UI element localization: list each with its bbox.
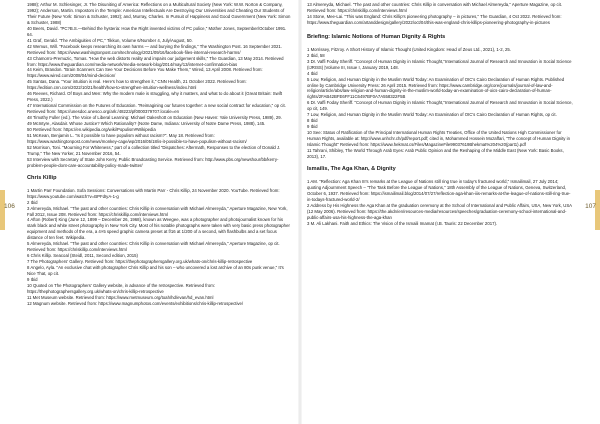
endnote: 3 M. Ali Lakhani. Faith and Ethics: The Vision of the Ismaili Imamat (I.B. Tauris: 22 December 2017). xyxy=(307,220,498,226)
endnote: 11 Met Museum website. Retrieved from: https://www.metmuseum.org/toah/hd/evan/hd_evan.html xyxy=(27,294,214,300)
left-notes-top xyxy=(27,2,293,169)
endnote: 49 McIntyre, Alasdair. Whose Justice? Which Rationality? (Notre Dame, Indiana: University of Notre Dame Press, 1988), 145. xyxy=(27,121,266,127)
section-heading-islamic-notions: Briefing: Islamic Notions of Human Dignity & Rights xyxy=(307,33,446,40)
endnote: 7 The Photographers' Gallery. Retrieved from: https://thephotographersgallery.org.uk/whats-on/chris-killip-retrospective xyxy=(27,259,253,265)
endnote: 41 Graf, Gerald. "The Ambiguities of PC," Tikkun, Volume 6/Number 4, July/August, 50. xyxy=(27,37,193,43)
endnote: 5 Almereyda, Michael. "The past and other countries: Chris Killip in conversation with Michael Almereyda," Aperture Magazine, op cit. Retrieved from: https://chriskillip.com/interviews.html xyxy=(27,241,280,253)
endnote: 3 Almereyda, Michael. "The past and other countries: Chris Killip in conversation with Michael Almereyda," Aperture Magazine, New York, Fall 2012, Issue 208. Retrieved from: https://chriskillip.com/interviews.html xyxy=(27,205,288,217)
endnote: 6 Dr. Vaffi Foday Sheriff. "Concept of Human Dignity in Islamic Thought,"International Journal of Research and Innovation in Social Science, op cit, 149. xyxy=(307,100,573,112)
endnote: 44 Keim, Brandon. "Brain Scanners Can See Your Decisions Before You Make Them," Wired, 13 April 2008. Retrieved from: https://www.wired.com/2008/04/mind-decision/ xyxy=(27,67,263,79)
endnote: 52 Morrison, Toni. "Mourning For Whiteness," part of a collection titled "Dispatches: Aftermath, Responses to the election of Donald J. Trump," The New Yorker, 21 November 2016, 54. xyxy=(27,144,281,156)
endnote: 1 Martin Parr Foundation. Sofa Sessions: Conversations with Martin Parr - Chris Killip, 24 November 2020. YouTube. Retrieved from: https://www.youtube.com/watch?v=BPFdIyA-1-g xyxy=(27,187,280,199)
right-page-number: 107 xyxy=(585,203,596,210)
endnote: 10 Quoted on The Photographers' Gallery website, in advance of the retrospective. Retrieved from: https://thephotographersgallery.org.uk/whats-on/chris-killip-retrospective xyxy=(27,282,215,294)
endnote: 47 International Commission on the Futures of Education. "Reimagining our futures together: a new social contract for education," op cit. Retrieved from: https://unesdoc.unesco.org/ark:/48223/pf0000379707.locale=en xyxy=(27,103,286,115)
endnote: 46 Reeves, Richard. Of Boys and Men: Why the modern male is struggling, why it matters, and what to do about it (Great Britain: Swift Press, 2022.) xyxy=(27,91,283,103)
endnote: 2 Ibid xyxy=(27,199,38,205)
endnote: 48 Timothy Fuller (ed.). The Voice of Liberal Learning: Michael Oakeshott on Education (New Haven: Yale University Press, 1989), 29. xyxy=(27,115,282,121)
section-heading-chris-killip: Chris Killip xyxy=(27,174,57,181)
endnote: 9 Ibid xyxy=(27,276,38,282)
endnote: 6 Chris Killip. Seacoal (Steidl, 2011, Second edition, 2015) xyxy=(27,253,138,259)
endnote: 1 Morrissey, Fitzroy. A Short History of Islamic Thought (United Kingdom: Head of Zeus Ltd., 2021), 1-2, 25. xyxy=(307,46,511,52)
endnote: 43 Chamorro-Premuzic, Tomas. "How the web distorts reality and impairs our judgement skills," The Guardian, 13 May 2014. Retrieved from: https://www.theguardian.com/media-network/media-network-blog/2014/may/13/internet-confirmation-bias xyxy=(27,55,284,67)
section-heading-ismailis: Ismailis, The Aga Khan, & Dignity xyxy=(307,165,396,172)
right-notes-section1 xyxy=(307,47,573,160)
right-notes-section2 xyxy=(307,179,573,227)
page-gutter xyxy=(298,0,302,424)
endnote: 40 Beers, David. "PC?B.S.—Behind the hysteria: How the Right invented victims of PC police," Mother Jones, September/October 1991. 64. xyxy=(27,25,287,37)
endnote: 3 Dr. Vaffi Foday Sheriff. "Concept of Human Dignity in Islamic Thought,"International Journal of Research and Innovation in Social Science (IJRISS) |Volume III, Issue I, January 2019, 148. xyxy=(307,58,572,70)
endnote: 12 Magnum website. Retrieved from: https://www.magnumphotos.com/events/exhibitions/chris-killip-retrospective/ xyxy=(27,300,244,306)
left-edge-tab xyxy=(0,190,5,230)
endnote: 51 McKean, Benjamin L. "Is it possible to have populism without racism?". May 18. Retrieved from: https://www.washingtonpost.com/news/monkey-cage/wp/2016/05/18/is-it-possible-to-have-populism-without-racism/ xyxy=(27,132,247,144)
endnote: 45 Santas, Dana. "Your intuition is real. Here's how to strengthen it," CNN Health, 21 October 2022. Retrieved from: https://edition.cnn.com/2022/10/21/health/how-to-strengthen-intuition-wellness/index.html xyxy=(27,79,247,91)
endnote: 7 Low, Religion, and Human Dignity in the Muslim World Today: An Examination of OIC's Cairo Declaration of Human Rights, op cit. xyxy=(307,112,557,118)
endnote: 42 Wemus, Will. "Facebook keeps researching its own harms — and burying the findings," The Washington Post. 16 September 2021. Retrieved from: https://www.washingtonpost.com/technology/2021/09/16/facebook-files-internal-research-harms/ xyxy=(27,43,282,55)
endnote: 14 Stone, Mee-Lai. "This was England: Chris Killip's pioneering photography – in pictures," The Guardian, 4 Oct 2022. Retrieved from: https://www.theguardian.com/artanddesign/gallery/2022/oct/04/this-was-england-chris-killips-pioneering-photography-in-pictures xyxy=(307,13,562,25)
left-notes-bottom xyxy=(27,188,293,307)
endnote: 1988); Arthur M. Schlesinger, Jr. The Disuniting of America: Reflections on a Multicultural Society (New York: W.W. Norton & Company, 1992); Anderson, Martin. Impostors in the Temple: American Intellectuals Are Destroying Our Universities and Cheating Our Students of Their Future (New York: Simon & Schuster, 1992); and, Murray, Charles. In Pursuit of Happiness and Good Government (New York: Simon & Schuster, 1988) xyxy=(27,2,291,25)
endnote: 53 Interview with Secretary of State John Kerry, Public Broadcasting Service. Retrieved from: http://www.pbs.org/newshour/bb/kerry-problem-people-dont-care-accountability-policy-made-twitter/ xyxy=(27,156,279,168)
right-notes-top xyxy=(307,2,573,26)
endnote: 5 Low, Religion, and Human Dignity in the Muslim World Today: An Examination of OIC's Cairo Declaration of Human Rights. Published online by Cambridge University Press: 26 April 2015. Retrieved from: https://www.cambridge.org/core/journals/journal-of-law-and-religion/article/abs/law-religion-and-human-dignity-in-the-muslim-world-today-an-examination-of-oics-cairo-declaration-of-human-rights/2FAB42BFE6FF11C6497BF0A7A558322F5B xyxy=(307,76,565,100)
endnote: 11 Tahrani, Shibley, The World Through Arab Eyes: Arab Public Opinion and the Reshaping of the Middle East (New York: Basic Books, 2013), 17. xyxy=(307,148,564,159)
endnote: 10 See: Status of Ratification of the Principal International Human Rights Treaties, Office of the United Nations High Commissioner for Human Rights, available at: http://www.unhchr.ch/pdf/report.pdf; cited in, Mohammed Hossein Mozaffari, "The concept of Human Dignity in Islamic Thought" Retrieved from: https://www.hekmat.cs/Files/MagazineFile99037619Bhekmat%204%20(part1).pdf xyxy=(307,130,570,148)
right-edge-tab xyxy=(595,190,600,230)
endnote: 8 Angelo, Ayla. "An exclusive chat with photographer Chris Killip and his son – who uncovered a lost archive of an 80s punk venue," It's Nice That, op cit. xyxy=(27,265,284,277)
endnote: 4 Ibid xyxy=(307,70,318,76)
left-page-notes xyxy=(27,2,293,422)
endnote: 13 Almereyda, Michael. "The past and other countries: Chris Killip in conversation with Michael Almereyda," Aperture Magazine, op cit. Retrieved from: https://chriskillip.com/interviews.html xyxy=(307,2,563,13)
endnote: 8 Ibid xyxy=(307,118,318,124)
endnote: 2 Address by His Highness the Aga Khan at the graduation ceremony at the School of International and Public Affairs, USA, New York, USA (12 May 2006). Retrieved from: https://the.akdn/en/resources-media/resources/speeches/graduation-ceremony-school-international-and-public-affairs-usa-his-highness-the-aga-khan xyxy=(307,202,572,220)
right-page-notes xyxy=(307,2,573,422)
endnote: 4 Afton (Robert) King (June 12, 1899 – December 26, 1968), known as Weegee, was a photographer and photojournalist known for his stark black and white street photography in New York City. Most of his notable photographs were taken with very basic press photographer equipment and methods of the era, a 4×5 speed graphic camera preset at f/16 at 1/200 of a second, with flashbulbs and a set focus distance of ten feet. Wikipedia. xyxy=(27,217,290,241)
endnote: 2 Ibid, 58 xyxy=(307,52,325,58)
endnote: 9 Ibid xyxy=(307,124,318,130)
endnote: 1 AM. "Reflection: Aga Khan III's remarks at the League of Nations still ring true in today's fractured world," Ismailimail, 27 July 2014; quoting Adjournment Speech – "The Task Before the League of Nations," 18th Assembly of the League of Nations, Geneva, Switzerland, October 6, 1937. Retrieved from: https://ismailimail.blog/2014/07/27/reflection-aga-khan-iiis-remarks-at-the-league-of-nations-still-ring-true-in-todays-fractured-world-2/ xyxy=(307,178,571,202)
endnote: 50 Retrieved from: https://en.wikipedia.org/wiki/Populism#Wikipedia xyxy=(27,127,156,133)
left-page-number: 106 xyxy=(4,203,15,210)
